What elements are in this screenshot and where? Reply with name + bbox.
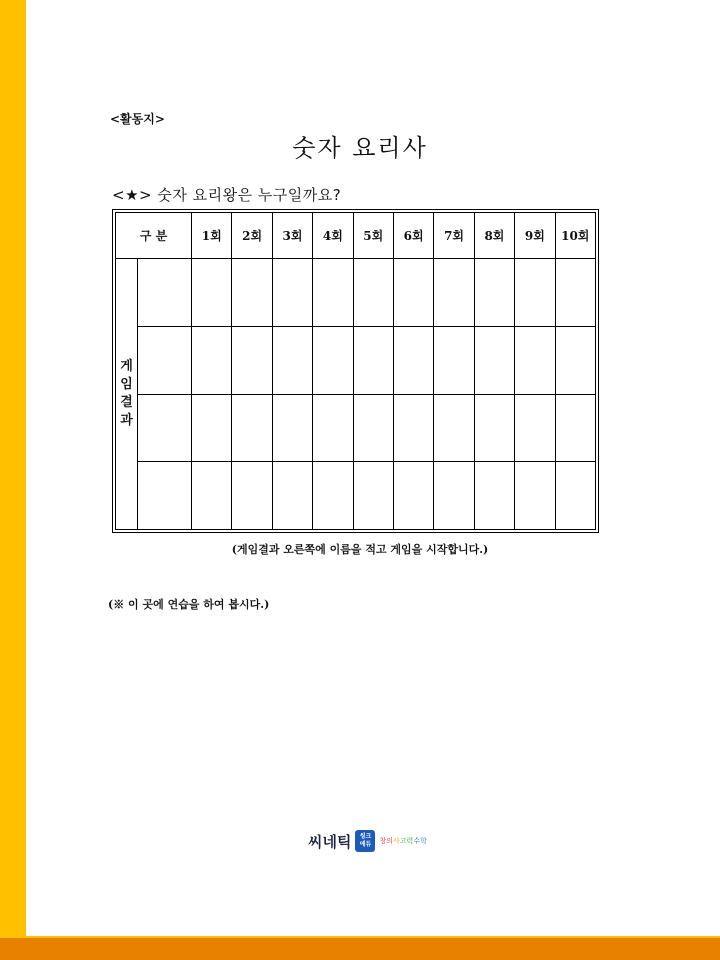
tagline-part: 창의 [379,837,394,845]
label-char: 임 [120,377,133,392]
result-cell[interactable] [393,259,433,327]
result-cell[interactable] [272,394,312,462]
result-cell[interactable] [434,326,474,394]
result-cell[interactable] [515,394,555,462]
result-cell[interactable] [393,326,433,394]
result-cell[interactable] [434,394,474,462]
tagline-part: 사 [393,837,400,845]
table-row [116,259,596,327]
logo-badge [355,830,375,852]
result-cell[interactable] [232,259,272,327]
name-cell[interactable] [138,462,192,530]
worksheet-tag: <활동지> [110,112,165,126]
results-table-frame [112,209,599,533]
corner-cell: 구 분 [116,213,192,259]
header-row [116,213,596,259]
instruction-note: (게임결과 오른쪽에 이름을 적고 게임을 시작합니다.) [231,543,489,556]
result-cell[interactable] [474,259,514,327]
result-cell[interactable] [353,394,393,462]
result-cell[interactable] [313,394,353,462]
result-cell[interactable] [353,259,393,327]
round-header: 8회 [474,213,514,259]
question-text: <★> 숫자 요리왕은 누구일까요? [112,186,342,204]
result-cell[interactable] [515,462,555,530]
round-header: 10회 [555,213,595,259]
round-header: 1회 [192,213,232,259]
result-cell[interactable] [515,326,555,394]
result-cell[interactable] [393,394,433,462]
round-header: 4회 [313,213,353,259]
result-cell[interactable] [353,326,393,394]
logo-badge-line1: 씽크 [359,833,372,840]
table-row [116,326,596,394]
result-cell[interactable] [313,259,353,327]
tagline-part: 수학 [413,837,427,845]
table-row [116,462,596,530]
result-cell[interactable] [474,326,514,394]
round-header: 3회 [272,213,312,259]
logo-name: 씨네틱 [308,832,352,851]
result-cell[interactable] [313,462,353,530]
result-cell[interactable] [515,259,555,327]
result-cell[interactable] [474,462,514,530]
result-cell[interactable] [232,326,272,394]
result-cell[interactable] [272,259,312,327]
results-table [115,212,596,530]
page-title: 숫자 요리사 [292,134,428,162]
result-cell[interactable] [272,326,312,394]
result-cell[interactable] [555,462,595,530]
round-header: 7회 [434,213,474,259]
label-char: 과 [120,413,133,428]
result-cell[interactable] [313,326,353,394]
result-cell[interactable] [393,462,433,530]
result-cell[interactable] [474,394,514,462]
result-cell[interactable] [555,259,595,327]
result-cell[interactable] [555,326,595,394]
result-cell[interactable] [192,326,232,394]
result-cell[interactable] [434,462,474,530]
practice-note: (※ 이 곳에 연습을 하여 봅시다.) [108,598,270,611]
round-header: 5회 [353,213,393,259]
brand-logo [308,830,427,852]
result-cell[interactable] [555,394,595,462]
round-header: 2회 [232,213,272,259]
logo-badge-line2: 에듀 [359,841,372,848]
label-char: 게 [120,359,133,374]
name-cell[interactable] [138,326,192,394]
result-cell[interactable] [353,462,393,530]
result-cell[interactable] [192,462,232,530]
result-cell[interactable] [192,259,232,327]
result-cell[interactable] [434,259,474,327]
result-cell[interactable] [272,462,312,530]
result-cell[interactable] [192,394,232,462]
label-char: 결 [120,395,133,410]
round-header: 9회 [515,213,555,259]
row-group-label [116,259,138,530]
tagline-part: 고력 [399,837,414,845]
table-row [116,394,596,462]
name-cell[interactable] [138,394,192,462]
result-cell[interactable] [232,394,272,462]
result-cell[interactable] [232,462,272,530]
round-header: 6회 [393,213,433,259]
logo-tagline [379,836,426,846]
bottom-accent-bar [0,938,720,960]
name-cell[interactable] [138,259,192,327]
